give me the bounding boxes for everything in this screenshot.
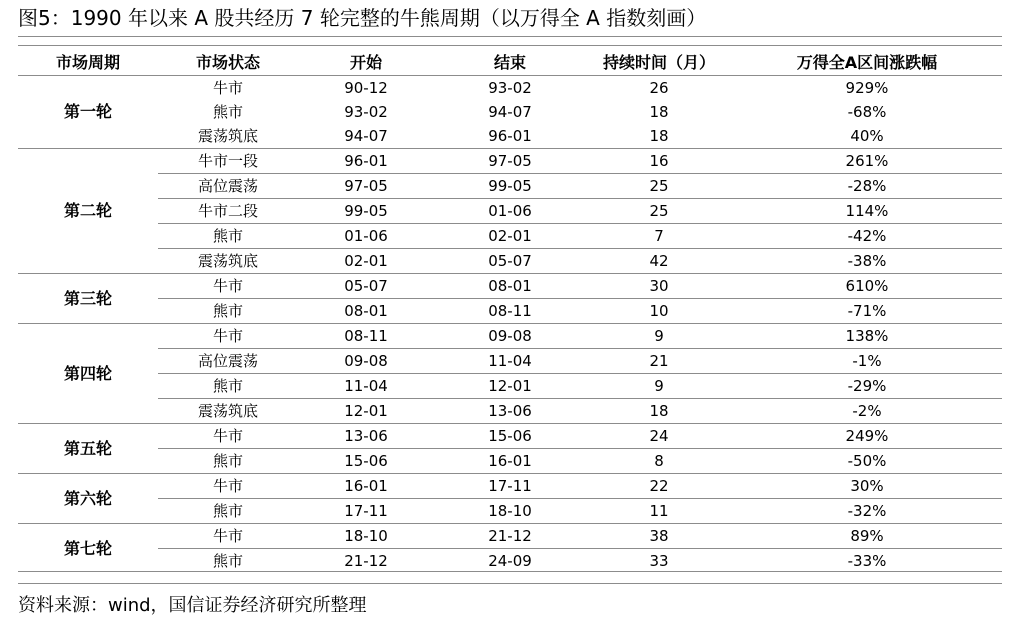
table-row: [18, 449, 1002, 474]
market-state-cell: 震荡筑底: [158, 249, 298, 274]
start-cell: 21-12: [298, 549, 434, 574]
start-cell: 09-08: [298, 349, 434, 374]
cycle-name: 第三轮: [18, 274, 158, 324]
end-cell: 18-10: [434, 499, 586, 524]
end-cell: 93-02: [488, 79, 532, 97]
start-cell: 15-06: [298, 449, 434, 474]
start-cell: 08-01: [298, 299, 434, 324]
start-cell: 90-12: [344, 79, 388, 97]
header-market-cycle: 市场周期: [18, 48, 158, 76]
start-cell: 96-01: [298, 149, 434, 174]
duration-cell: 9: [586, 324, 732, 349]
cycle-group: [18, 274, 1002, 324]
cycle-group: [18, 149, 1002, 274]
market-state-cell: 高位震荡: [158, 174, 298, 199]
end-cell: 96-01: [488, 127, 532, 145]
end-cell: 08-01: [434, 274, 586, 299]
market-state-cell: 熊市: [158, 549, 298, 574]
table-row: [18, 399, 1002, 424]
market-state-cell: 牛市: [158, 424, 298, 449]
cycle-name: 第二轮: [18, 149, 158, 274]
end-cell: 08-11: [434, 299, 586, 324]
change-cell: 138%: [732, 324, 1002, 349]
change-cell: -28%: [732, 174, 1002, 199]
market-state-cell: 熊市: [158, 374, 298, 399]
market-state-cell: 牛市: [158, 274, 298, 299]
table-row: [18, 249, 1002, 274]
market-state-cell: 熊市: [158, 449, 298, 474]
duration-cell: 38: [586, 524, 732, 549]
start-cell: 01-06: [298, 224, 434, 249]
table-row: [18, 274, 1002, 299]
market-state-cell: 牛市: [158, 474, 298, 499]
change-cell: -32%: [732, 499, 1002, 524]
duration-cell: 26: [649, 79, 669, 97]
start-cell: 11-04: [298, 374, 434, 399]
end-cell: 15-06: [434, 424, 586, 449]
end-cell: 13-06: [434, 399, 586, 424]
change-cell: -29%: [732, 374, 1002, 399]
figure-title: 图5：1990 年以来 A 股共经历 7 轮完整的牛熊周期（以万得全 A 指数刻画）: [18, 6, 707, 30]
end-cell: 21-12: [434, 524, 586, 549]
change-cell: 610%: [732, 274, 1002, 299]
table-row: [18, 224, 1002, 249]
change-cell: -50%: [732, 449, 1002, 474]
header-rule: [18, 45, 1002, 46]
duration-cell: 22: [586, 474, 732, 499]
market-state-cell: 震荡筑底: [158, 399, 298, 424]
end-cell: 24-09: [434, 549, 586, 574]
end-cell: 11-04: [434, 349, 586, 374]
duration-cell: 25: [586, 174, 732, 199]
cycle-name: 第七轮: [18, 524, 158, 574]
market-state-cell: 熊市: [158, 299, 298, 324]
start-cell: 18-10: [298, 524, 434, 549]
market-state-cell: 熊市: [158, 224, 298, 249]
cycle-name: 第一轮: [63, 102, 112, 121]
start-cell: 12-01: [298, 399, 434, 424]
footer-rule: [18, 583, 1002, 584]
cycle-group: [18, 424, 1002, 474]
table-row: [18, 199, 1002, 224]
end-cell: 17-11: [434, 474, 586, 499]
end-cell: 09-08: [434, 324, 586, 349]
end-cell: 02-01: [434, 224, 586, 249]
cycle-group: [18, 524, 1002, 574]
change-cell: 249%: [732, 424, 1002, 449]
end-cell: 97-05: [434, 149, 586, 174]
end-cell: 94-07: [488, 103, 532, 121]
table-row: [18, 524, 1002, 549]
change-cell: -42%: [732, 224, 1002, 249]
table-row: [18, 324, 1002, 349]
start-cell: 93-02: [344, 103, 388, 121]
table-row: [18, 299, 1002, 324]
cycle-name: 第五轮: [18, 424, 158, 474]
table-row: [18, 499, 1002, 524]
change-cell: -2%: [732, 399, 1002, 424]
table-row: [18, 124, 1002, 149]
change-cell: 929%: [845, 79, 889, 97]
duration-cell: 10: [586, 299, 732, 324]
table-row: [18, 174, 1002, 199]
cycle-group: [18, 76, 1002, 149]
bull-bear-cycle-table: [18, 48, 1002, 573]
duration-cell: 9: [586, 374, 732, 399]
market-state-cell: 牛市二段: [158, 199, 298, 224]
header-start: 开始: [298, 48, 434, 76]
duration-cell: 18: [649, 103, 669, 121]
start-cell: 16-01: [298, 474, 434, 499]
cycle-name: 第四轮: [18, 324, 158, 424]
market-state-cell: 高位震荡: [158, 349, 298, 374]
source-note: 资料来源：wind，国信证券经济研究所整理: [18, 595, 367, 616]
end-cell: 99-05: [434, 174, 586, 199]
table-row: [18, 549, 1002, 574]
market-state-cell: 熊市: [158, 499, 298, 524]
duration-cell: 7: [586, 224, 732, 249]
duration-cell: 25: [586, 199, 732, 224]
table-header: [18, 48, 1002, 76]
table-row: [18, 424, 1002, 449]
duration-cell: 16: [586, 149, 732, 174]
duration-cell: 18: [649, 127, 669, 145]
change-cell: 114%: [732, 199, 1002, 224]
header-duration-months: 持续时间（月）: [586, 48, 732, 76]
start-cell: 17-11: [298, 499, 434, 524]
change-cell: -33%: [732, 549, 1002, 574]
start-cell: 99-05: [298, 199, 434, 224]
start-cell: 94-07: [344, 127, 388, 145]
end-cell: 01-06: [434, 199, 586, 224]
table-row: [18, 349, 1002, 374]
start-cell: 97-05: [298, 174, 434, 199]
duration-cell: 42: [586, 249, 732, 274]
market-state-cell: 熊市: [212, 103, 243, 121]
header-end: 结束: [434, 48, 586, 76]
duration-cell: 33: [586, 549, 732, 574]
market-state-cell: 牛市: [212, 79, 243, 97]
table-row: [18, 100, 1002, 124]
change-cell: -71%: [732, 299, 1002, 324]
cycle-group: [18, 324, 1002, 424]
end-cell: 16-01: [434, 449, 586, 474]
change-cell: 40%: [850, 127, 884, 145]
table-row: [18, 474, 1002, 499]
change-cell: -1%: [732, 349, 1002, 374]
start-cell: 05-07: [298, 274, 434, 299]
header-wind-a-change: 万得全A区间涨跌幅: [732, 48, 1002, 76]
header-row: [18, 48, 1002, 76]
change-cell: -38%: [732, 249, 1002, 274]
market-state-cell: 震荡筑底: [197, 127, 258, 145]
change-cell: 261%: [732, 149, 1002, 174]
start-cell: 02-01: [298, 249, 434, 274]
market-state-cell: 牛市: [158, 324, 298, 349]
top-rule: [18, 36, 1002, 37]
market-state-cell: 牛市一段: [158, 149, 298, 174]
duration-cell: 24: [586, 424, 732, 449]
duration-cell: 30: [586, 274, 732, 299]
table-row: [18, 374, 1002, 399]
table-row: [18, 149, 1002, 174]
cycle-group: [18, 474, 1002, 524]
end-cell: 12-01: [434, 374, 586, 399]
duration-cell: 18: [586, 399, 732, 424]
change-cell: -68%: [847, 103, 887, 121]
start-cell: 08-11: [298, 324, 434, 349]
table-row: [18, 76, 1002, 101]
duration-cell: 11: [586, 499, 732, 524]
end-cell: 05-07: [434, 249, 586, 274]
cycle-name: 第六轮: [18, 474, 158, 524]
header-market-state: 市场状态: [158, 48, 298, 76]
bottom-rule: [18, 571, 1002, 572]
change-cell: 89%: [732, 524, 1002, 549]
market-state-cell: 牛市: [158, 524, 298, 549]
start-cell: 13-06: [298, 424, 434, 449]
change-cell: 30%: [732, 474, 1002, 499]
duration-cell: 8: [586, 449, 732, 474]
duration-cell: 21: [586, 349, 732, 374]
